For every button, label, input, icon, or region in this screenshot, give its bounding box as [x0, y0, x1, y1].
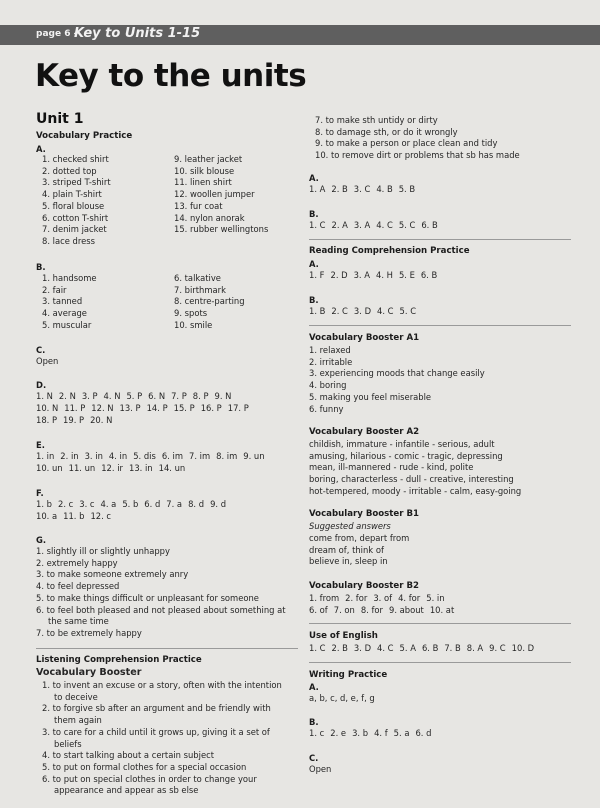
answer: 3. A: [353, 270, 370, 280]
answer: 10. at: [429, 604, 455, 615]
list-item: 6. talkative: [174, 273, 221, 283]
answer: 15. P: [173, 402, 195, 413]
divider: [309, 325, 571, 326]
answer: 14. P: [146, 402, 168, 413]
continued-list: [315, 115, 520, 162]
list-item: 7. birthmark: [174, 284, 226, 295]
list-item: 3. experiencing moods that change easily: [309, 368, 485, 379]
answer: 2. in: [60, 451, 79, 461]
list-item: 10. to remove dirt or problems that sb has made: [315, 150, 520, 161]
list-item: 5. floral blouse: [42, 200, 105, 211]
list-item: mean, ill-mannered - rude - kind, polite: [309, 462, 474, 473]
reading-b-label: B.: [309, 295, 319, 305]
answer: 11. un: [68, 462, 96, 473]
answer: 16. P: [200, 402, 222, 413]
list-item: 6. to feel both pleased and not pleased about something at the same time: [36, 604, 286, 627]
section-e-label: E.: [36, 440, 45, 450]
writing-c-text: Open: [309, 764, 332, 774]
section-g-label: G.: [36, 535, 47, 545]
list-item: 5. to make things difficult or unpleasant for someone: [36, 592, 259, 603]
answer: 9. C: [489, 643, 506, 653]
answer: 6. B: [420, 270, 438, 280]
list-item: 6. funny: [309, 403, 344, 414]
list-item: 4. to start talking about a certain subject: [42, 750, 214, 761]
reading-b-answers: [309, 306, 422, 318]
list-item: boring, characterless - dull - creative, interesting: [309, 474, 514, 485]
answer: 13. in: [128, 462, 153, 473]
list-item: hot-tempered, moody - irritable - calm, easy-going: [309, 485, 522, 496]
answer: 2. for: [345, 593, 368, 603]
list-item: 8. lace dress: [42, 235, 95, 246]
list-item: come from, depart from: [309, 533, 410, 543]
answer: 9. about: [389, 604, 424, 615]
list-item: 1. relaxed: [309, 345, 351, 355]
writing-heading: Writing Practice: [309, 670, 388, 680]
section-b-col2: [174, 273, 245, 332]
list-item: 4. average: [42, 308, 87, 319]
section-f-label: F.: [36, 488, 44, 498]
list-item: 4. plain T-shirt: [42, 189, 102, 200]
answer: 20. N: [90, 414, 113, 425]
answer: 13. P: [119, 402, 141, 413]
divider: [309, 662, 571, 663]
answer: 5. A: [399, 643, 416, 653]
page-title: Key to the units: [35, 58, 307, 94]
section-d-answers: [36, 391, 255, 426]
booster-a2-heading: Vocabulary Booster A2: [309, 427, 420, 437]
answer: 7. on: [333, 604, 355, 615]
answer: 7. B: [444, 643, 461, 653]
booster-a1-heading: Vocabulary Booster A1: [309, 333, 420, 343]
right-b-answers: [309, 220, 444, 232]
answer: 6. B: [421, 220, 438, 230]
answer: 2. B: [331, 184, 348, 194]
reading-heading: Reading Comprehension Practice: [309, 246, 470, 256]
list-item: 5. muscular: [42, 319, 92, 330]
answer: 3. P: [81, 391, 98, 401]
vocab-practice-heading: Vocabulary Practice: [36, 131, 133, 141]
answer: 1. from: [309, 593, 340, 603]
list-item: 2. to forgive sb after an argument and be friendly with them again: [42, 703, 271, 726]
answer: 8. im: [216, 451, 238, 461]
list-item: 1. checked shirt: [42, 154, 109, 164]
list-item: 9. to make a person or place clean and tidy: [315, 138, 498, 149]
list-item: 9. leather jacket: [174, 154, 243, 164]
answer: 10. D: [511, 643, 535, 653]
list-item: 8. to damage sth, or do it wrongly: [315, 126, 458, 137]
list-item: 14. nylon anorak: [174, 212, 245, 223]
answer: 3. c: [79, 499, 95, 509]
answer: 4. for: [398, 593, 421, 603]
answer: 4. H: [375, 270, 393, 280]
list-item: believe in, sleep in: [309, 556, 388, 567]
header-bar: [0, 25, 600, 45]
list-item: 5. making you feel miserable: [309, 391, 432, 402]
answer: 2. D: [330, 270, 348, 280]
answer: 8. d: [188, 499, 205, 509]
list-item: 4. to feel depressed: [36, 581, 120, 592]
list-item: dream of, think of: [309, 544, 384, 555]
writing-c-label: C.: [309, 753, 319, 763]
answer: 5. a: [393, 728, 410, 738]
list-item: 4. boring: [309, 380, 347, 391]
answer: 1. in: [36, 451, 55, 461]
answer: 1. C: [309, 643, 326, 653]
list-item: 13. fur coat: [174, 200, 223, 211]
answer: 5. B: [398, 184, 416, 194]
answer: 10. un: [36, 462, 63, 473]
answer: 19. P: [63, 414, 85, 425]
answer: 4. C: [377, 643, 394, 653]
answer: 10. a: [36, 510, 58, 521]
answer: 1. B: [309, 306, 326, 316]
answer: 4. f: [374, 728, 388, 738]
list-item: 7. to be extremely happy: [36, 627, 142, 638]
list-item: 1. handsome: [42, 273, 97, 283]
writing-a-label: A.: [309, 682, 319, 692]
divider: [309, 623, 571, 624]
list-item: 1. slightly ill or slightly unhappy: [36, 546, 170, 556]
answer: 10. N: [36, 402, 59, 413]
list-item: 3. to care for a child until it grows up, giving it a set of beliefs: [42, 726, 270, 749]
list-item: 2. dotted top: [42, 165, 97, 176]
list-item: 11. linen shirt: [174, 177, 232, 188]
answer: 5. C: [399, 306, 417, 316]
answer: 3. D: [353, 306, 372, 316]
answer: 1. F: [309, 270, 325, 280]
section-a-label: A.: [36, 144, 46, 154]
answer: 2. N: [58, 391, 76, 401]
answer: 1. N: [36, 391, 53, 401]
divider: [309, 239, 571, 240]
answer: 5. C: [398, 220, 416, 230]
answer: 7. P: [171, 391, 187, 401]
list-item: 6. to put on special clothes in order to change your appearance and appear as sb else: [42, 773, 257, 796]
booster-a1-list: [309, 345, 485, 415]
answer: 1. b: [36, 499, 52, 509]
answer: 3. in: [84, 451, 103, 461]
section-b-col1: [42, 273, 97, 332]
list-item: 2. fair: [42, 284, 67, 295]
answer: 8. P: [192, 391, 209, 401]
section-c-text: Open: [36, 356, 59, 366]
answer: 6. d: [144, 499, 161, 509]
answer: 11. P: [64, 402, 86, 413]
answer: 3. C: [353, 184, 371, 194]
right-a-answers: [309, 184, 421, 196]
answer: 1. C: [309, 220, 326, 230]
booster-b2-answers: [309, 593, 460, 617]
list-item: 10. silk blouse: [174, 165, 235, 176]
answer: 12. c: [90, 510, 112, 521]
answer: 5. b: [122, 499, 139, 509]
list-item: 3. tanned: [42, 296, 83, 307]
answer: 8. for: [360, 604, 383, 615]
answer: 3. A: [353, 220, 371, 230]
answer: 2. B: [331, 643, 348, 653]
list-item: 2. irritable: [309, 356, 353, 367]
use-of-english-answers: [309, 643, 540, 655]
answer: 6. of: [309, 604, 328, 615]
answer: 2. c: [57, 499, 74, 509]
list-item: 7. to make sth untidy or dirty: [315, 115, 438, 125]
answer: 4. N: [103, 391, 121, 401]
list-item: 10. smile: [174, 319, 213, 330]
section-g-list: [36, 546, 298, 640]
answer: 9. N: [214, 391, 232, 401]
writing-a-text: a, b, c, d, e, f, g: [309, 693, 375, 703]
answer: 18. P: [36, 414, 58, 425]
booster-a2-list: [309, 439, 521, 498]
booster-b1-list: [309, 533, 409, 568]
answer: 11. b: [63, 510, 85, 521]
answer: 5. in: [426, 593, 445, 603]
answer: 4. a: [100, 499, 117, 509]
answer: 3. D: [353, 643, 372, 653]
answer: 4. in: [108, 451, 128, 461]
listening-heading: Listening Comprehension Practice: [36, 655, 202, 665]
list-item: 1. to invent an excuse or a story, often with the intention to deceive: [42, 680, 282, 702]
answer: 1. c: [309, 728, 325, 738]
booster-b1-heading: Vocabulary Booster B1: [309, 509, 419, 519]
answer: 8. A: [466, 643, 484, 653]
answer: 12. ir: [101, 462, 123, 473]
answer: 5. E: [398, 270, 415, 280]
answer: 6. im: [161, 451, 183, 461]
page-number: page 6 –: [36, 29, 79, 39]
list-item: 15. rubber wellingtons: [174, 224, 269, 235]
answer: 6. N: [148, 391, 166, 401]
section-e-answers: [36, 451, 271, 475]
list-item: 2. extremely happy: [36, 557, 118, 568]
reading-a-answers: [309, 270, 443, 282]
list-item: 9. spots: [174, 308, 208, 319]
answer: 7. im: [189, 451, 211, 461]
section-d-label: D.: [36, 380, 47, 390]
answer: 5. dis: [133, 451, 156, 461]
list-item: 3. striped T-shirt: [42, 177, 111, 188]
right-a-label: A.: [309, 173, 319, 183]
writing-b-answers: [309, 728, 437, 740]
list-item: 6. cotton T-shirt: [42, 212, 109, 223]
answer: 2. A: [331, 220, 348, 230]
answer: 12. N: [91, 402, 114, 413]
writing-b-label: B.: [309, 717, 319, 727]
section-b-label: B.: [36, 262, 46, 272]
answer: 1. A: [309, 184, 326, 194]
answer: 3. of: [373, 593, 393, 603]
booster-list: [42, 680, 292, 797]
answer: 9. d: [210, 499, 227, 509]
list-item: 12. woollen jumper: [174, 189, 255, 200]
booster-b1-subheading: Suggested answers: [309, 521, 391, 531]
answer: 17. P: [227, 402, 249, 413]
section-a-col2: [174, 154, 268, 236]
answer: 5. P: [126, 391, 143, 401]
list-item: childish, immature - infantile - serious, adult: [309, 439, 495, 449]
section-c-label: C.: [36, 345, 46, 355]
list-item: 3. to make someone extremely anry: [36, 569, 189, 580]
list-item: amusing, hilarious - comic - tragic, depressing: [309, 450, 503, 461]
answer: 2. C: [331, 306, 348, 316]
divider: [36, 648, 298, 649]
header-title: Key to Units 1-15: [74, 26, 201, 41]
reading-a-label: A.: [309, 259, 319, 269]
section-a-col1: [42, 154, 111, 248]
answer: 3. b: [352, 728, 369, 738]
answer: 9. un: [243, 451, 265, 461]
unit-title: Unit 1: [36, 111, 84, 127]
list-item: 8. centre-parting: [174, 296, 245, 307]
booster-b2-heading: Vocabulary Booster B2: [309, 581, 419, 591]
answer: 6. B: [421, 643, 439, 653]
answer: 6. d: [415, 728, 432, 738]
answer: 4. C: [377, 306, 394, 316]
list-item: 7. denim jacket: [42, 224, 107, 235]
answer: 2. e: [330, 728, 347, 738]
section-f-answers: [36, 499, 232, 523]
answer: 4. B: [376, 184, 393, 194]
use-of-english-heading: Use of English: [309, 631, 378, 641]
vocab-booster-heading: Vocabulary Booster: [36, 667, 142, 678]
right-b-label: B.: [309, 209, 319, 219]
answer: 7. a: [166, 499, 183, 509]
answer: 4. C: [376, 220, 393, 230]
list-item: 5. to put on formal clothes for a special occasion: [42, 761, 247, 772]
answer: 14. un: [158, 462, 186, 473]
